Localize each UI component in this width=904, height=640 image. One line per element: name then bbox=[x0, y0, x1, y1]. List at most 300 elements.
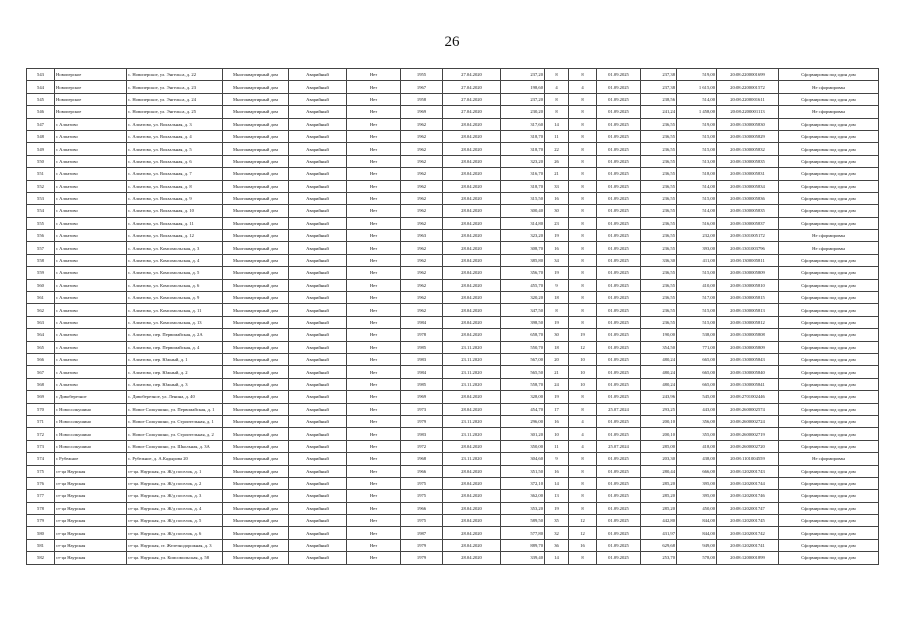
cell-emergency-flag: Нет bbox=[347, 304, 401, 316]
cell-year-built: 1979 bbox=[401, 552, 443, 564]
cell-land-area: 844,00 bbox=[677, 515, 717, 527]
cell-status: Аварийный bbox=[289, 539, 347, 551]
cell-area: 323,20 bbox=[501, 230, 545, 242]
cell-settlement: с Алпатово bbox=[55, 279, 127, 291]
cell-recognition-date: 28.04.2020 bbox=[443, 477, 501, 489]
cell-land-area: 519,00 bbox=[677, 69, 717, 81]
cell-resettlement-date: 01.09.2025 bbox=[597, 242, 641, 254]
table-row bbox=[27, 143, 879, 155]
cell-status: Аварийный bbox=[289, 341, 347, 353]
cell-land-status: Сформирован под один дом bbox=[779, 366, 879, 378]
cell-emergency-flag: Нет bbox=[347, 453, 401, 465]
cell-resettlement-date: 01.09.2025 bbox=[597, 168, 641, 180]
cell-emergency-flag: Нет bbox=[347, 230, 401, 242]
table-row bbox=[27, 217, 879, 229]
cell-resettled-area: 236,55 bbox=[641, 292, 677, 304]
cell-year-built: 1963 bbox=[401, 230, 443, 242]
cell-resettled-area: 241,24 bbox=[641, 106, 677, 118]
cell-house-type: Многоквартирный дом bbox=[223, 192, 289, 204]
cell-recognition-date: 23.11.2020 bbox=[443, 366, 501, 378]
cell-emergency-flag: Нет bbox=[347, 465, 401, 477]
cell-emergency-flag: Нет bbox=[347, 502, 401, 514]
cell-row-number: 555 bbox=[27, 217, 55, 229]
cell-status: Аварийный bbox=[289, 205, 347, 217]
cell-row-number: 560 bbox=[27, 279, 55, 291]
cell-address: с. Алпатово, ул. Вокзальная, д. 9 bbox=[127, 192, 223, 204]
cell-residents: 14 bbox=[545, 552, 569, 564]
cell-year-built: 1987 bbox=[401, 527, 443, 539]
cell-land-area: 578,00 bbox=[677, 552, 717, 564]
cell-area: 318,70 bbox=[501, 180, 545, 192]
cell-resettlement-date: 01.09.2025 bbox=[597, 515, 641, 527]
cell-year-built: 1968 bbox=[401, 453, 443, 465]
cell-resettlement-date: 01.09.2025 bbox=[597, 267, 641, 279]
cell-cadastral-number: 20:08:1300005808 bbox=[717, 329, 779, 341]
cell-status: Аварийный bbox=[289, 155, 347, 167]
cell-settlement: ст-ца Наурская bbox=[55, 477, 127, 489]
cell-status: Аварийный bbox=[289, 391, 347, 403]
cell-status: Аварийный bbox=[289, 180, 347, 192]
cell-row-number: 569 bbox=[27, 391, 55, 403]
cell-resettlement-date: 01.09.2025 bbox=[597, 93, 641, 105]
cell-emergency-flag: Нет bbox=[347, 415, 401, 427]
cell-settlement: с Алпатово bbox=[55, 304, 127, 316]
cell-row-number: 581 bbox=[27, 539, 55, 551]
cell-recognition-date: 28.04.2020 bbox=[443, 254, 501, 266]
cell-settlement: с Новосолкушино bbox=[55, 440, 127, 452]
cell-settlement: с Новосолкушино bbox=[55, 403, 127, 415]
cell-status: Аварийный bbox=[289, 130, 347, 142]
cell-address: с. Новоперское, ул. Энгельса, д. 24 bbox=[127, 93, 223, 105]
cell-land-status: Сформирован под один дом bbox=[779, 118, 879, 130]
cell-residents: 26 bbox=[545, 155, 569, 167]
cell-land-area: 519,00 bbox=[677, 118, 717, 130]
cell-year-built: 1985 bbox=[401, 341, 443, 353]
cell-status: Аварийный bbox=[289, 366, 347, 378]
cell-status: Аварийный bbox=[289, 242, 347, 254]
cell-residents: 14 bbox=[545, 118, 569, 130]
cell-apartments: 12 bbox=[569, 527, 597, 539]
cell-resettlement-date: 25.07.2024 bbox=[597, 440, 641, 452]
cell-resettled-area: 236,55 bbox=[641, 267, 677, 279]
cell-apartments: 10 bbox=[569, 353, 597, 365]
cell-apartments: 4 bbox=[569, 81, 597, 93]
cell-land-area: 356,00 bbox=[677, 415, 717, 427]
cell-land-status: Сформирован под один дом bbox=[779, 180, 879, 192]
cell-residents: 30 bbox=[545, 205, 569, 217]
cell-land-area: 1 615,00 bbox=[677, 81, 717, 93]
cell-settlement: с Алпатово bbox=[55, 292, 127, 304]
cell-area: 328,00 bbox=[501, 391, 545, 403]
table-row bbox=[27, 490, 879, 502]
cell-cadastral-number: 20:08:1300005815 bbox=[717, 292, 779, 304]
table-row bbox=[27, 366, 879, 378]
cell-land-status: Сформирован под один дом bbox=[779, 168, 879, 180]
cell-house-type: Многоквартирный дом bbox=[223, 415, 289, 427]
cell-status: Аварийный bbox=[289, 428, 347, 440]
cell-status: Аварийный bbox=[289, 527, 347, 539]
cell-row-number: 556 bbox=[27, 230, 55, 242]
cell-residents: 19 bbox=[545, 267, 569, 279]
cell-land-status: Сформирован под один дом bbox=[779, 527, 879, 539]
cell-apartments: 8 bbox=[569, 230, 597, 242]
cell-address: с. Алпатово, ул. Вокзальная, д. 5 bbox=[127, 143, 223, 155]
cell-year-built: 1966 bbox=[401, 465, 443, 477]
cell-cadastral-number: 20:08:1202001741 bbox=[717, 539, 779, 551]
cell-row-number: 574 bbox=[27, 453, 55, 465]
cell-area: 347,50 bbox=[501, 304, 545, 316]
cell-residents: 11 bbox=[545, 440, 569, 452]
cell-settlement: с Алпатово bbox=[55, 205, 127, 217]
cell-apartments: 8 bbox=[569, 118, 597, 130]
cell-land-status: Сформирован под один дом bbox=[779, 515, 879, 527]
cell-emergency-flag: Нет bbox=[347, 93, 401, 105]
cell-resettled-area: 480,24 bbox=[641, 353, 677, 365]
table-row bbox=[27, 341, 879, 353]
cell-land-area: 411,00 bbox=[677, 254, 717, 266]
table-row bbox=[27, 465, 879, 477]
cell-area: 454,70 bbox=[501, 403, 545, 415]
cell-recognition-date: 28.04.2020 bbox=[443, 217, 501, 229]
cell-settlement: с Алпатово bbox=[55, 192, 127, 204]
cell-residents: 18 bbox=[545, 341, 569, 353]
cell-status: Аварийный bbox=[289, 143, 347, 155]
cell-apartments: 8 bbox=[569, 106, 597, 118]
cell-area: 398,50 bbox=[501, 316, 545, 328]
cell-year-built: 1962 bbox=[401, 254, 443, 266]
cell-apartments: 8 bbox=[569, 502, 597, 514]
cell-cadastral-number: 20:08:2200001611 bbox=[717, 93, 779, 105]
cell-apartments: 8 bbox=[569, 192, 597, 204]
cell-house-type: Многоквартирный дом bbox=[223, 143, 289, 155]
cell-settlement: Новоперское bbox=[55, 81, 127, 93]
cell-emergency-flag: Нет bbox=[347, 217, 401, 229]
cell-land-status: Сформирован под один дом bbox=[779, 403, 879, 415]
cell-resettlement-date: 01.09.2025 bbox=[597, 155, 641, 167]
cell-row-number: 545 bbox=[27, 93, 55, 105]
table-row bbox=[27, 477, 879, 489]
cell-address: с. Новое Солкушино, ул. Первомайская, д. 1 bbox=[127, 403, 223, 415]
cell-land-status: Сформирован под один дом bbox=[779, 490, 879, 502]
cell-row-number: 578 bbox=[27, 502, 55, 514]
cell-recognition-date: 28.04.2020 bbox=[443, 130, 501, 142]
cell-land-status: Сформирован под один дом bbox=[779, 205, 879, 217]
cell-address: ст-ца. Наурская, ул. Ж/д поселок, д. 2 bbox=[127, 477, 223, 489]
cell-house-type: Многоквартирный дом bbox=[223, 391, 289, 403]
cell-house-type: Многоквартирный дом bbox=[223, 118, 289, 130]
cell-status: Аварийный bbox=[289, 378, 347, 390]
cell-resettlement-date: 01.09.2025 bbox=[597, 415, 641, 427]
cell-settlement: с Алпатово bbox=[55, 329, 127, 341]
cell-area: 318,70 bbox=[501, 130, 545, 142]
cell-settlement: с Алпатово bbox=[55, 378, 127, 390]
cell-cadastral-number: 20:08:1301005172 bbox=[717, 230, 779, 242]
cell-residents: 8 bbox=[545, 304, 569, 316]
cell-resettlement-date: 01.09.2025 bbox=[597, 490, 641, 502]
cell-area: 308,70 bbox=[501, 242, 545, 254]
cell-emergency-flag: Нет bbox=[347, 440, 401, 452]
table-row bbox=[27, 106, 879, 118]
cell-land-area: 514,00 bbox=[677, 93, 717, 105]
cell-resettled-area: 480,24 bbox=[641, 366, 677, 378]
cell-apartments: 8 bbox=[569, 477, 597, 489]
cell-status: Аварийный bbox=[289, 403, 347, 415]
cell-status: Аварийный bbox=[289, 106, 347, 118]
cell-house-type: Многоквартирный дом bbox=[223, 527, 289, 539]
cell-land-status: Сформирован под один дом bbox=[779, 552, 879, 564]
cell-address: ст-ца. Наурская, ст. Железнодорожная, д. 3 bbox=[127, 539, 223, 551]
cell-residents: 35 bbox=[545, 515, 569, 527]
cell-settlement: с Алпатово bbox=[55, 341, 127, 353]
cell-land-area: 545,00 bbox=[677, 391, 717, 403]
cell-apartments: 8 bbox=[569, 143, 597, 155]
cell-row-number: 573 bbox=[27, 440, 55, 452]
table-row bbox=[27, 242, 879, 254]
cell-cadastral-number: 20:08:2200001572 bbox=[717, 81, 779, 93]
cell-resettlement-date: 01.09.2025 bbox=[597, 118, 641, 130]
cell-cadastral-number: 20:08:1300005830 bbox=[717, 118, 779, 130]
cell-emergency-flag: Нет bbox=[347, 527, 401, 539]
cell-area: 230,20 bbox=[501, 106, 545, 118]
cell-row-number: 551 bbox=[27, 168, 55, 180]
cell-area: 550,70 bbox=[501, 341, 545, 353]
table-row bbox=[27, 428, 879, 440]
table-row bbox=[27, 353, 879, 365]
cell-cadastral-number: 20:08:1202001744 bbox=[717, 477, 779, 489]
cell-resettlement-date: 01.09.2025 bbox=[597, 391, 641, 403]
cell-area: 316,70 bbox=[501, 168, 545, 180]
cell-address: с. Новоперское, ул. Энгельса, д. 25 bbox=[127, 106, 223, 118]
cell-land-status: Не сформирован bbox=[779, 106, 879, 118]
cell-row-number: 544 bbox=[27, 81, 55, 93]
cell-land-status: Сформирован под один дом bbox=[779, 539, 879, 551]
cell-cadastral-number: 20:08:2600002574 bbox=[717, 403, 779, 415]
cell-settlement: ст-ца Наурская bbox=[55, 490, 127, 502]
cell-land-status: Сформирован под один дом bbox=[779, 316, 879, 328]
cell-apartments: 8 bbox=[569, 130, 597, 142]
cell-settlement: с Новосолкушино bbox=[55, 415, 127, 427]
cell-area: 198,60 bbox=[501, 81, 545, 93]
cell-apartments: 8 bbox=[569, 465, 597, 477]
cell-address: с. Алпатово, пер. Первомайская, д. 2А bbox=[127, 329, 223, 341]
cell-area: 350,00 bbox=[501, 440, 545, 452]
cell-row-number: 559 bbox=[27, 267, 55, 279]
cell-cadastral-number: 20:08:1202001742 bbox=[717, 527, 779, 539]
cell-cadastral-number: 20:08:1300005835 bbox=[717, 155, 779, 167]
cell-cadastral-number: 20:08:1300005836 bbox=[717, 192, 779, 204]
cell-residents: 32 bbox=[545, 527, 569, 539]
cell-year-built: 1962 bbox=[401, 304, 443, 316]
table-row bbox=[27, 81, 879, 93]
cell-resettlement-date: 01.09.2025 bbox=[597, 353, 641, 365]
cell-settlement: с Алпатово bbox=[55, 242, 127, 254]
cell-apartments: 8 bbox=[569, 490, 597, 502]
table-row bbox=[27, 415, 879, 427]
cell-emergency-flag: Нет bbox=[347, 378, 401, 390]
cell-recognition-date: 28.04.2020 bbox=[443, 155, 501, 167]
cell-address: ст-ца. Наурская, ул. Ж/д поселок, д. 4 bbox=[127, 502, 223, 514]
cell-cadastral-number: 20:08:1300005840 bbox=[717, 366, 779, 378]
cell-resettled-area: 236,55 bbox=[641, 242, 677, 254]
cell-residents: 16 bbox=[545, 242, 569, 254]
cell-house-type: Многоквартирный дом bbox=[223, 242, 289, 254]
cell-resettled-area: 236,55 bbox=[641, 143, 677, 155]
cell-house-type: Многоквартирный дом bbox=[223, 155, 289, 167]
cell-residents: 33 bbox=[545, 180, 569, 192]
cell-emergency-flag: Нет bbox=[347, 192, 401, 204]
cell-cadastral-number: 20:08:2600002720 bbox=[717, 440, 779, 452]
cell-recognition-date: 28.04.2020 bbox=[443, 490, 501, 502]
cell-cadastral-number: 20:08:2200001113 bbox=[717, 106, 779, 118]
cell-land-area: 438,00 bbox=[677, 453, 717, 465]
cell-land-status: Сформирован под один дом bbox=[779, 254, 879, 266]
cell-resettlement-date: 01.09.2025 bbox=[597, 453, 641, 465]
cell-land-status: Сформирован под один дом bbox=[779, 93, 879, 105]
cell-resettlement-date: 01.09.2025 bbox=[597, 180, 641, 192]
cell-house-type: Многоквартирный дом bbox=[223, 130, 289, 142]
table-row bbox=[27, 180, 879, 192]
cell-emergency-flag: Нет bbox=[347, 69, 401, 81]
cell-area: 455,70 bbox=[501, 279, 545, 291]
cell-residents: 18 bbox=[545, 292, 569, 304]
cell-emergency-flag: Нет bbox=[347, 329, 401, 341]
cell-residents: 21 bbox=[545, 168, 569, 180]
cell-recognition-date: 23.11.2020 bbox=[443, 415, 501, 427]
cell-year-built: 1969 bbox=[401, 391, 443, 403]
table-row bbox=[27, 69, 879, 81]
cell-land-area: 665,00 bbox=[677, 366, 717, 378]
cell-apartments: 12 bbox=[569, 515, 597, 527]
cell-status: Аварийный bbox=[289, 477, 347, 489]
cell-cadastral-number: 20:08:1300005812 bbox=[717, 316, 779, 328]
cell-land-status: Сформирован под один дом bbox=[779, 502, 879, 514]
cell-land-status: Сформирован под один дом bbox=[779, 465, 879, 477]
cell-residents: 34 bbox=[545, 254, 569, 266]
cell-apartments: 8 bbox=[569, 205, 597, 217]
cell-resettled-area: 431,97 bbox=[641, 527, 677, 539]
cell-land-area: 665,00 bbox=[677, 378, 717, 390]
cell-status: Аварийный bbox=[289, 118, 347, 130]
cell-land-area: 516,00 bbox=[677, 217, 717, 229]
cell-address: с. Алпатово, ул. Вокзальная, д. 11 bbox=[127, 217, 223, 229]
cell-land-status: Сформирован под один дом bbox=[779, 329, 879, 341]
cell-area: 372,10 bbox=[501, 477, 545, 489]
cell-land-status: Не сформирован bbox=[779, 242, 879, 254]
cell-resettled-area: 236,55 bbox=[641, 230, 677, 242]
cell-house-type: Многоквартирный дом bbox=[223, 292, 289, 304]
cell-land-status: Сформирован под один дом bbox=[779, 279, 879, 291]
cell-house-type: Многоквартирный дом bbox=[223, 366, 289, 378]
cell-land-status: Сформирован под один дом bbox=[779, 143, 879, 155]
cell-residents: 19 bbox=[545, 316, 569, 328]
cell-resettled-area: 200,10 bbox=[641, 428, 677, 440]
cell-residents: 16 bbox=[545, 465, 569, 477]
cell-apartments: 4 bbox=[569, 440, 597, 452]
cell-resettled-area: 336,30 bbox=[641, 254, 677, 266]
cell-recognition-date: 23.11.2020 bbox=[443, 453, 501, 465]
cell-address: с. Новое Солкушино, ул. Школьная, д. 3А bbox=[127, 440, 223, 452]
cell-resettled-area: 285,20 bbox=[641, 490, 677, 502]
cell-resettled-area: 200,10 bbox=[641, 415, 677, 427]
cell-recognition-date: 28.04.2020 bbox=[443, 242, 501, 254]
cell-status: Аварийный bbox=[289, 552, 347, 564]
cell-recognition-date: 28.04.2020 bbox=[443, 440, 501, 452]
cell-status: Аварийный bbox=[289, 292, 347, 304]
cell-apartments: 8 bbox=[569, 279, 597, 291]
cell-settlement: с Алпатово bbox=[55, 267, 127, 279]
cell-settlement: с Новосолкушино bbox=[55, 428, 127, 440]
cell-land-area: 1 458,00 bbox=[677, 106, 717, 118]
cell-residents: 36 bbox=[545, 539, 569, 551]
cell-land-area: 410,00 bbox=[677, 279, 717, 291]
cell-address: ст-ца. Наурская, ул. Ж/д поселок, д. 1 bbox=[127, 465, 223, 477]
cell-settlement: ст-ца Наурская bbox=[55, 552, 127, 564]
cell-resettlement-date: 01.09.2025 bbox=[597, 502, 641, 514]
cell-area: 385,80 bbox=[501, 254, 545, 266]
table-row bbox=[27, 403, 879, 415]
cell-house-type: Многоквартирный дом bbox=[223, 217, 289, 229]
cell-land-area: 395,00 bbox=[677, 477, 717, 489]
cell-resettled-area: 243,96 bbox=[641, 391, 677, 403]
cell-apartments: 8 bbox=[569, 242, 597, 254]
cell-year-built: 1969 bbox=[401, 106, 443, 118]
cell-status: Аварийный bbox=[289, 465, 347, 477]
cell-resettlement-date: 01.09.2025 bbox=[597, 217, 641, 229]
cell-year-built: 1984 bbox=[401, 366, 443, 378]
table-body bbox=[27, 69, 879, 565]
cell-emergency-flag: Нет bbox=[347, 143, 401, 155]
cell-apartments: 8 bbox=[569, 552, 597, 564]
cell-resettled-area: 236,55 bbox=[641, 168, 677, 180]
table-row bbox=[27, 539, 879, 551]
cell-row-number: 553 bbox=[27, 192, 55, 204]
cell-area: 317,60 bbox=[501, 118, 545, 130]
cell-status: Аварийный bbox=[289, 453, 347, 465]
cell-land-area: 515,00 bbox=[677, 267, 717, 279]
cell-house-type: Многоквартирный дом bbox=[223, 304, 289, 316]
cell-recognition-date: 23.11.2020 bbox=[443, 428, 501, 440]
cell-land-area: 514,00 bbox=[677, 180, 717, 192]
cell-recognition-date: 28.04.2020 bbox=[443, 391, 501, 403]
cell-cadastral-number: 20:08:1300005809 bbox=[717, 341, 779, 353]
cell-year-built: 1962 bbox=[401, 242, 443, 254]
cell-row-number: 568 bbox=[27, 378, 55, 390]
cell-resettlement-date: 01.09.2025 bbox=[597, 205, 641, 217]
cell-recognition-date: 28.04.2020 bbox=[443, 230, 501, 242]
cell-apartments: 8 bbox=[569, 217, 597, 229]
cell-row-number: 567 bbox=[27, 366, 55, 378]
cell-house-type: Многоквартирный дом bbox=[223, 353, 289, 365]
cell-house-type: Многоквартирный дом bbox=[223, 316, 289, 328]
cell-status: Аварийный bbox=[289, 168, 347, 180]
cell-residents: 14 bbox=[545, 477, 569, 489]
table-row bbox=[27, 440, 879, 452]
table-row bbox=[27, 378, 879, 390]
cell-cadastral-number: 20:08:1202001743 bbox=[717, 465, 779, 477]
cell-cadastral-number: 20:08:1300005809 bbox=[717, 267, 779, 279]
cell-settlement: с Алпатово bbox=[55, 353, 127, 365]
cell-area: 320,20 bbox=[501, 292, 545, 304]
cell-house-type: Многоквартирный дом bbox=[223, 69, 289, 81]
cell-land-area: 393,00 bbox=[677, 242, 717, 254]
cell-settlement: с Алпатово bbox=[55, 155, 127, 167]
cell-status: Аварийный bbox=[289, 440, 347, 452]
cell-settlement: с Алпатово bbox=[55, 230, 127, 242]
cell-address: с. Алпатово, ул. Вокзальная, д. 8 bbox=[127, 180, 223, 192]
cell-year-built: 1962 bbox=[401, 217, 443, 229]
table-row bbox=[27, 316, 879, 328]
cell-settlement: с Алпатово bbox=[55, 118, 127, 130]
